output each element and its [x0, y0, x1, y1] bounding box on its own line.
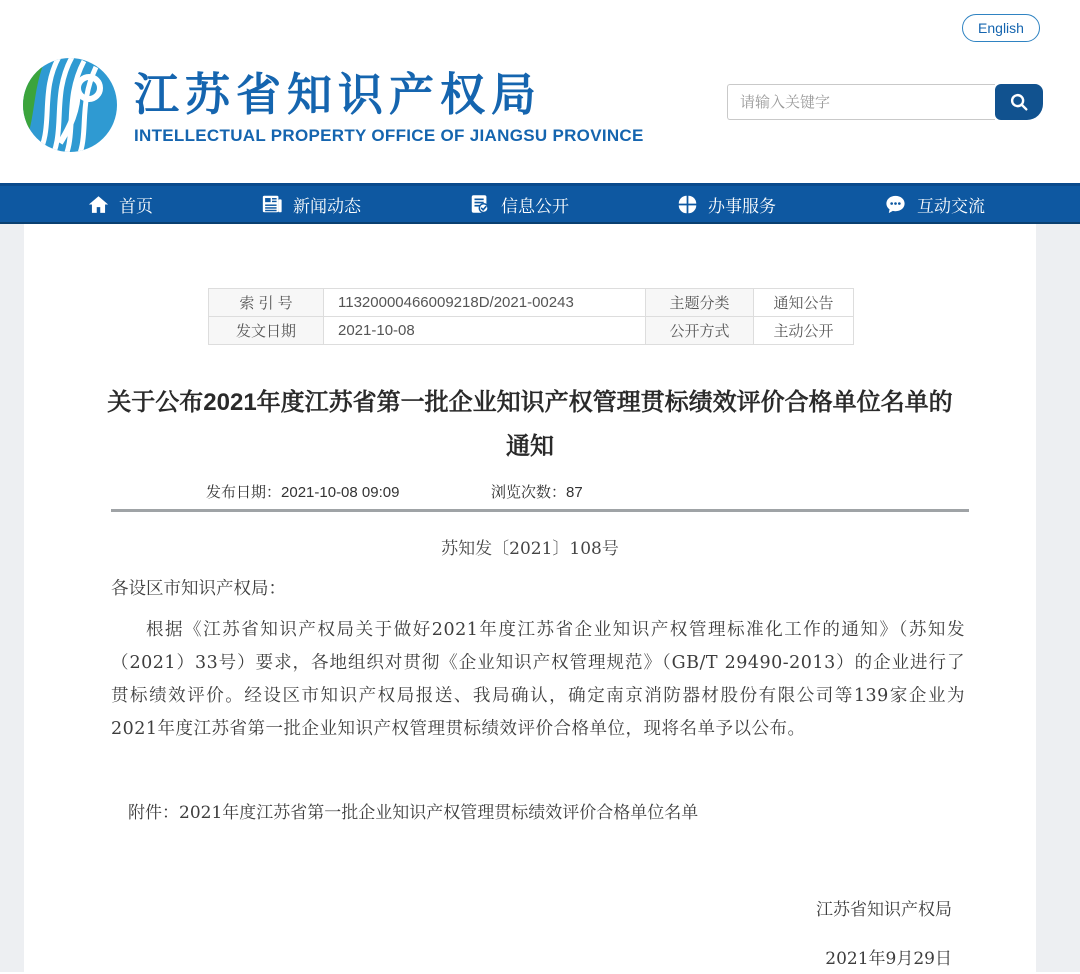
attachment-line: 附件：2021年度江苏省第一批企业知识产权管理贯标绩效评价合格单位名单: [128, 803, 699, 823]
document-body: [24, 534, 1036, 969]
meta-value-disclosure-method: 主动公开: [754, 317, 854, 345]
meta-value-topic-category: 通知公告: [754, 289, 854, 317]
salutation: 各设区市知识产权局：: [111, 579, 286, 599]
english-language-button[interactable]: English: [962, 14, 1040, 42]
publish-date-value: 2021-10-08 09:09: [281, 484, 400, 501]
search-input[interactable]: [727, 84, 995, 120]
publish-date: [206, 481, 399, 502]
meta-row-1: [209, 289, 854, 317]
services-grid-icon: [677, 194, 698, 215]
article-panel: [24, 224, 1036, 972]
nav-label: 办事服务: [708, 196, 776, 216]
site-header: [0, 0, 1080, 183]
site-title-en: INTELLECTUAL PROPERTY OFFICE OF JIANGSU PROVINCE: [134, 125, 644, 145]
nav-label: 信息公开: [501, 196, 569, 216]
nav-item-services[interactable]: [677, 192, 776, 217]
brand-text: [134, 65, 644, 146]
view-count-value: 87: [566, 484, 583, 501]
nav-label: 互动交流: [917, 196, 985, 216]
search-button[interactable]: [995, 84, 1043, 120]
search-box: [727, 84, 1043, 120]
nav-item-interaction[interactable]: [884, 192, 985, 217]
meta-label-disclosure-method: 公开方式: [646, 317, 754, 345]
publish-date-label: 发布日期：: [206, 484, 282, 501]
body-paragraph: 根据《江苏省知识产权局关于做好2021年度江苏省企业知识产权管理标准化工作的通知》（苏知发（2021）33号）要求，各地组织对贯彻《企业知识产权管理规范》（GB/T 29490-2013）的企业进行了贯标绩效评价。经设区市知识产权局报送、我局确认，确定南京消防器材股份有限公司等139家企业为2021年度江苏省第一批企业知识产权管理贯标绩效评价合格单位，现将名单予以公布。: [111, 620, 965, 739]
meta-label-topic-category: 主题分类: [646, 289, 754, 317]
nav-label: 新闻动态: [293, 196, 361, 216]
meta-label-index-number: 索 引 号: [209, 289, 324, 317]
home-icon: [88, 194, 109, 215]
title-divider: [111, 509, 969, 512]
view-count: [491, 481, 583, 502]
jiangsu-ipo-logo-icon: [20, 55, 120, 155]
search-icon: [1008, 91, 1030, 113]
meta-row-2: [209, 317, 854, 345]
signature-organization: 江苏省知识产权局: [816, 900, 952, 920]
document-number: 苏知发〔2021〕108号: [441, 539, 619, 559]
site-title-cn: 江苏省知识产权局: [134, 68, 543, 120]
publish-info-row: [24, 481, 1036, 501]
main-navigation: [0, 183, 1080, 224]
article-title: 关于公布2021年度江苏省第一批企业知识产权管理贯标绩效评价合格单位名单的通知: [107, 389, 953, 460]
news-icon: [261, 193, 283, 215]
signature-date: 2021年9月29日: [825, 949, 952, 969]
view-count-label: 浏览次数：: [491, 484, 567, 501]
nav-item-home[interactable]: [88, 192, 153, 217]
chat-bubble-icon: [884, 193, 907, 216]
info-disclosure-icon: [469, 193, 491, 215]
nav-item-news[interactable]: [261, 192, 361, 217]
page-background: [0, 224, 1080, 972]
nav-item-info-disclosure[interactable]: [469, 192, 569, 217]
nav-label: 首页: [119, 196, 153, 216]
meta-label-issue-date: 发文日期: [209, 317, 324, 345]
site-brand: [20, 55, 644, 155]
meta-value-issue-date: 2021-10-08: [324, 317, 646, 345]
document-meta-table: [208, 288, 854, 345]
meta-value-index-number: 11320000466009218D/2021-00243: [324, 289, 646, 317]
